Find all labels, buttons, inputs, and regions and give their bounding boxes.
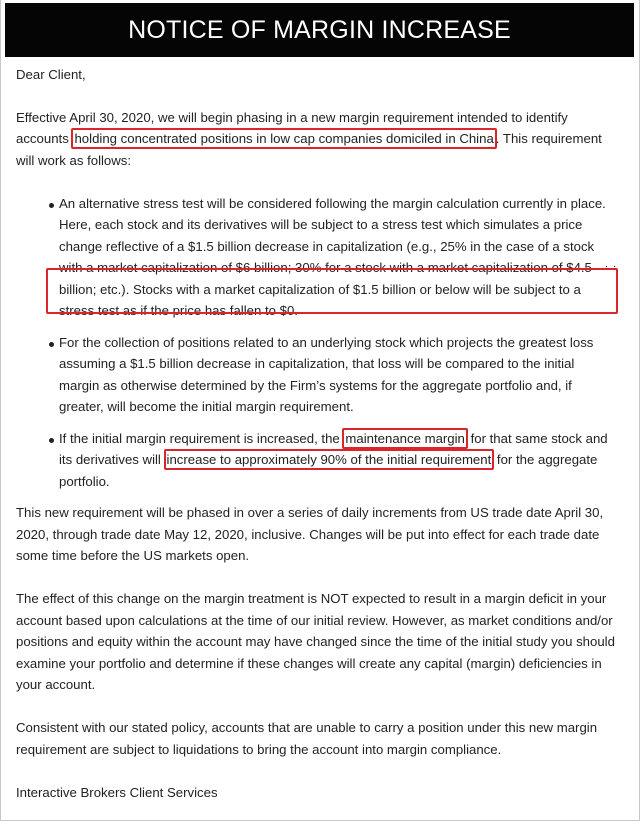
bullet-icon xyxy=(49,438,54,443)
notice-title: NOTICE OF MARGIN INCREASE xyxy=(128,15,511,44)
highlight-maintenance-margin: maintenance margin xyxy=(342,428,468,449)
list-item-greatest-loss xyxy=(35,332,616,418)
requirement-list xyxy=(16,193,616,493)
signature: Interactive Brokers Client Services xyxy=(16,784,218,800)
letter-body xyxy=(16,64,616,825)
stress-test-text: An alternative stress test will be considered following the margin calculation currently in place. Here, each stock and its derivatives will be subject to a stress test which simulates a price change reflective of a $1.5 billion decrease in capitalization (e.g., 25% in the case of a stock with a market capitalization of $6 billion; 30% for a stock with a market capitalization of $4.5 billion; etc.). Stocks with a market capitalization of $1.5 billion or below will be subject to a stress test as if the price has fallen to $0. xyxy=(59,195,606,318)
greatest-loss-text: For the collection of positions related to an underlying stock which projects the greatest loss assuming a $1.5 billion decrease in capitalization, that loss will be compared to the initial margin as otherwise determined by the Firm’s systems for the aggregate portfolio and, if greater, will become the initial margin requirement. xyxy=(59,334,594,414)
salutation: Dear Client, xyxy=(16,67,86,82)
maintenance-text-after: for the aggregate portfolio. xyxy=(59,452,598,489)
policy-paragraph: Consistent with our stated policy, accounts that are unable to carry a position under this new margin requirement are subject to liquidations to bring the account into margin compliance. xyxy=(16,720,598,757)
highlight-ninety-percent: increase to approximately 90% of the initial requirement xyxy=(164,449,495,470)
effect-paragraph: The effect of this change on the margin treatment is NOT expected to result in a margin deficit in your account based upon calculations at the time of our initial review. However, as market conditions and/or positions and equity within the account may have changed since the time of the initial study you should examine your portfolio and determine if these changes will create any capital (margin) deficiencies in your account. xyxy=(16,591,615,692)
intro-text-after: . This requirement will work as follows: xyxy=(16,131,602,168)
bullet-icon xyxy=(49,342,54,347)
phase-in-paragraph: This new requirement will be phased in over a series of daily increments from US trade date April 30, 2020, through trade date May 12, 2020, inclusive. Changes will be put into effect for each trade date some time before the US markets open. xyxy=(16,505,604,563)
highlight-concentrated-positions: holding concentrated positions in low cap companies domiciled in China xyxy=(71,128,496,149)
notice-title-banner xyxy=(5,3,634,57)
intro-paragraph xyxy=(16,107,616,172)
list-item-maintenance-margin xyxy=(35,428,616,493)
intro-text-before: Effective April 30, 2020, we will begin phasing in a new margin requirement intended to identify accounts xyxy=(16,109,568,146)
maintenance-text-before: If the initial margin requirement is increased, the xyxy=(59,430,344,446)
list-item-stress-test xyxy=(35,193,616,322)
stray-dots-mark: . . xyxy=(605,258,618,270)
bullet-icon xyxy=(49,203,54,208)
maintenance-text-middle: for that same stock and its derivatives will xyxy=(59,430,608,467)
